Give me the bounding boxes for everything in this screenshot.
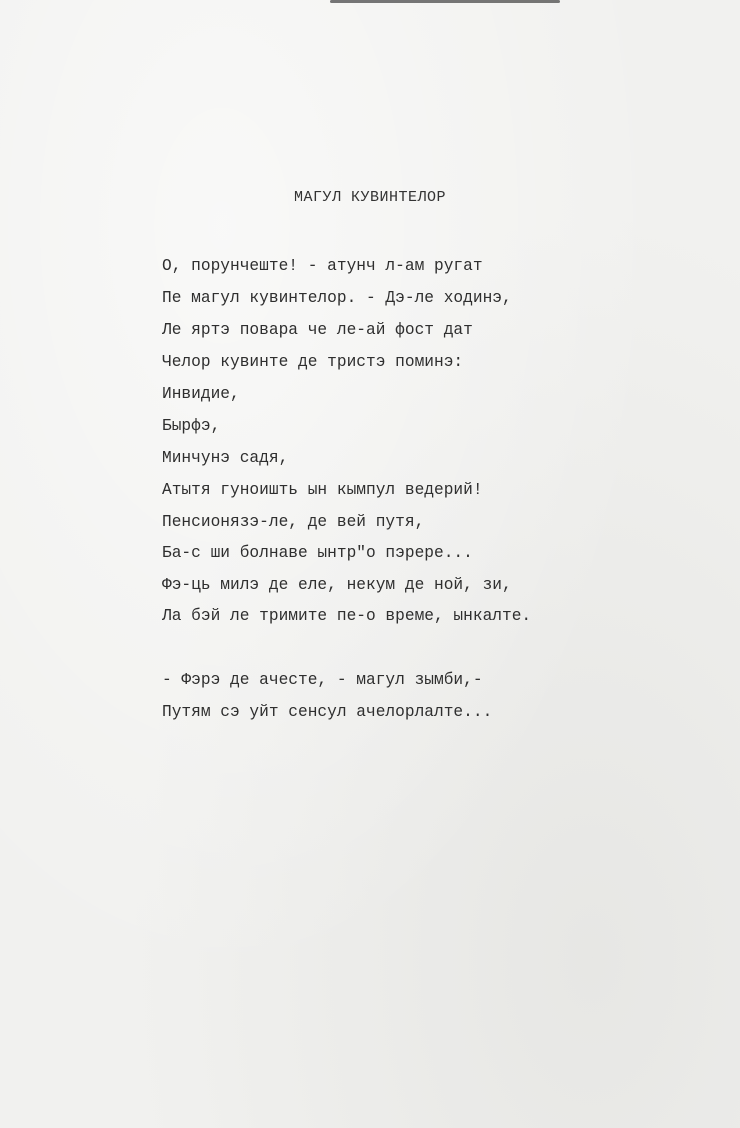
- poem-line: Атытя гуноишть ын кымпул ведерий!: [162, 481, 483, 499]
- poem-title: МАГУЛ КУВИНТЕЛОР: [293, 189, 447, 206]
- poem-line: Минчунэ садя,: [162, 449, 289, 467]
- poem-line: Ле яртэ повара че ле-ай фост дат: [162, 321, 473, 339]
- poem-line: Челор кувинте де тристэ поминэ:: [162, 353, 464, 371]
- poem-line: Инвидие,: [162, 385, 240, 403]
- poem-line: Пенсионязэ-ле, де вей путя,: [162, 513, 425, 531]
- poem-line: - Фэрэ де ачесте, - магул зымби,-: [162, 671, 483, 689]
- poem-line: Фэ-ць милэ де еле, некум де ной, зи,: [162, 576, 512, 594]
- poem-line: Ла бэй ле тримите пе-о време, ынкалте.: [162, 607, 532, 625]
- page-top-edge-mark: [330, 0, 560, 3]
- poem-line: Бырфэ,: [162, 417, 221, 435]
- poem-line: Путям сэ уйт сенсул ачелорлалте...: [162, 703, 493, 721]
- poem-line: О, порунчеште! - атунч л-ам ругат: [162, 257, 483, 275]
- poem-line: Пе магул кувинтелор. - Дэ-ле ходинэ,: [162, 289, 512, 307]
- poem-line: Ба-с ши болнаве ынтр"о пэрере...: [162, 544, 473, 562]
